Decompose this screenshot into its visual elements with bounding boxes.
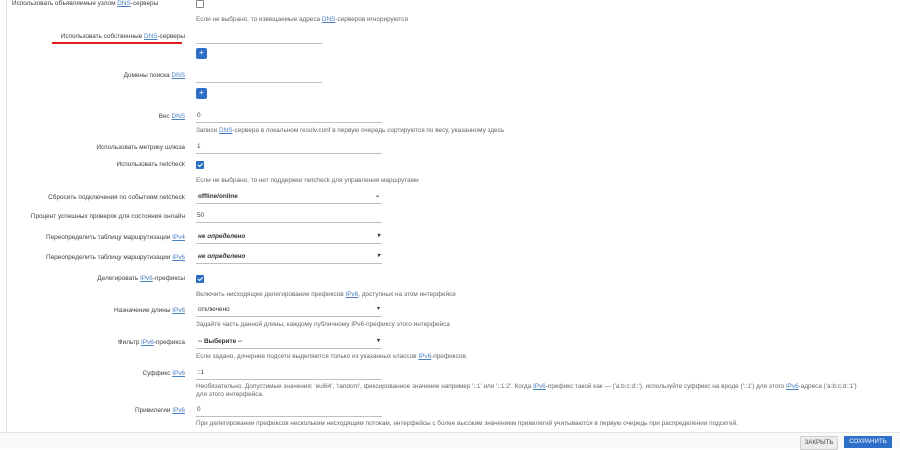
route-ipv4-label: Переопределить таблицу маршрутизации IPv4 [45,234,185,241]
caret-down-icon: ▾ [376,338,380,344]
netcheck-hint: Если не выбрано, то нет поддержки netcheck для управления маршрутами [196,177,419,184]
delegate-hint: Включить нисходящее делегирование префиксов IPv6, доступных на этом интерфейсе [196,291,456,298]
search-domains-input[interactable] [196,72,322,83]
delegate-label: Делегировать IPv6-префиксы [97,275,185,282]
netcheck-label: Использовать netcheck [116,161,185,168]
priority-label: Привилегии IPv6 [134,407,185,414]
assign-len-label: Назначение длины IPv6 [113,307,185,314]
search-domains-add-button[interactable]: + [196,88,207,99]
suffix-input[interactable]: ::1 [196,368,382,380]
assign-len-select[interactable]: отключено ▾ [196,305,382,317]
caret-down-icon: ▾ [376,233,380,239]
custom-dns-input[interactable] [196,33,322,44]
priority-input[interactable]: 0 [196,405,382,417]
footer-bar [0,432,900,449]
custom-dns-add-button[interactable]: + [196,48,207,59]
peer-dns-label: Использовать объявляемые узлом DNS-серверы [12,0,159,7]
dns-weight-hint: Записи DNS-сервера в локальном resolv.conf в первую очередь сортируются по весу, указанному здесь [196,127,505,134]
priority-hint: При делегировании префиксов нескольким нисходящим потокам, интерфейсы с более высоким значением привилегий учитываются в первую очередь при распределении подсетей. [196,420,739,427]
left-border [0,0,7,448]
reset-netcheck-label: Сбросить подключения по событиям netcheck [48,194,185,201]
success-pct-input[interactable]: 50 [196,211,382,223]
caret-down-icon: ▾ [376,253,380,259]
prefix-filter-select[interactable]: -- Выберите -- ▾ [196,337,382,349]
delegate-checkbox[interactable] [196,275,204,283]
suffix-label: Суффикс IPv6 [142,370,185,377]
save-button[interactable]: СОХРАНИТЬ [844,436,892,448]
dns-weight-input[interactable]: 0 [196,111,382,123]
peer-dns-hint: Если не выбрано, то извещаемые адреса DNS-серверов игнорируются [196,16,408,23]
prefix-filter-label: Фильтр IPv6-префикса [117,339,185,346]
success-pct-label: Процент успешных проверок для состояния онлайн [30,213,185,220]
reset-netcheck-select[interactable]: offline/online ⌄ [196,192,382,204]
search-domains-label: Домены поиска DNS [123,72,185,79]
peer-dns-checkbox[interactable] [196,0,204,8]
netcheck-checkbox[interactable] [196,161,204,169]
caret-down-icon: ▾ [376,306,380,312]
chevron-down-icon: ⌄ [374,193,380,199]
route-ipv6-select[interactable]: не определено ▾ [196,252,382,264]
prefix-filter-hint: Если задано, дочерние подсети выделяются только из указанных классов IPv6-префиксов. [196,353,468,360]
assign-len-hint: Задайте часть данной длины, каждому публичному IPv6-префиксу этого интерфейса [196,321,450,328]
highlight-underline [52,42,182,44]
gw-metric-input[interactable]: 1 [196,142,382,154]
close-button[interactable]: ЗАКРЫТЬ [800,436,838,450]
route-ipv4-select[interactable]: не определено ▾ [196,232,382,244]
gw-metric-label: Использовать метрику шлюза [96,144,185,151]
route-ipv6-label: Переопределить таблицу маршрутизации IPv6 [45,254,185,261]
custom-dns-label: Использовать собственные DNS-серверы [60,33,185,40]
dns-weight-label: Вес DNS [158,113,185,120]
suffix-hint-line2: для этого интерфейса. [196,391,264,398]
suffix-hint: Необязательно. Допустимые значения: 'eui64', 'random', фиксированное значение например '::1' или '::1:2'. Когда IPv6-префикс такой как — ('a:b:c:d::'), используйте суффикс на вроде ('::1') для этого IPv6-адреса ('a:b:c:d::1') [196,383,857,390]
